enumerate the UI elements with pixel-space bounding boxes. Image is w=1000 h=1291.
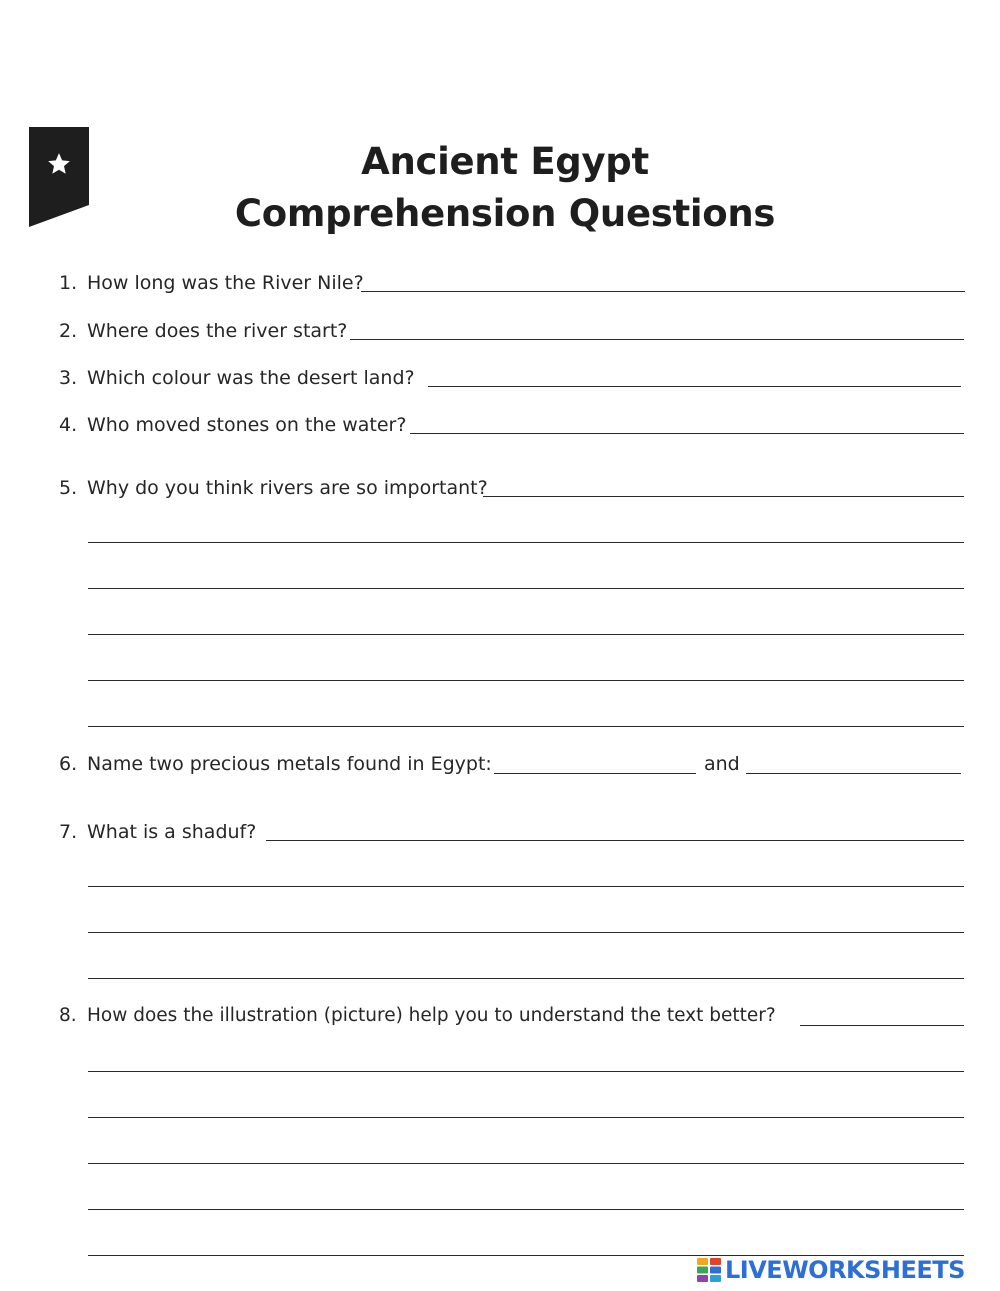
answer-line-8e[interactable]: [88, 1209, 964, 1210]
brand-name: LIVEWORKSHEETS: [725, 1256, 965, 1284]
question-number: 2.: [59, 320, 78, 342]
question-4: [59, 413, 406, 437]
question-text: Where does the river start?: [87, 320, 348, 342]
answer-line-8d[interactable]: [88, 1163, 964, 1164]
answer-line-7c[interactable]: [88, 932, 964, 933]
answer-line-8[interactable]: [800, 1025, 964, 1026]
question-text: Who moved stones on the water?: [87, 414, 407, 436]
answer-line-4[interactable]: [410, 433, 964, 434]
question-text: How does the illustration (picture) help you to understand the text better?: [87, 1005, 776, 1026]
connector-text: and: [704, 753, 740, 775]
question-text: Which colour was the desert land?: [87, 367, 415, 389]
question-number: 8.: [59, 1005, 77, 1026]
answer-line-3[interactable]: [428, 386, 961, 387]
liveworksheets-logo-icon: [697, 1258, 721, 1282]
answer-line-8b[interactable]: [88, 1071, 964, 1072]
answer-line-5f[interactable]: [88, 726, 964, 727]
question-6: [59, 752, 492, 776]
question-2: [59, 319, 347, 343]
question-3: [59, 366, 415, 390]
question-number: 7.: [59, 821, 78, 843]
page-title-line-2: Comprehension Questions: [234, 192, 776, 235]
question-text: What is a shaduf?: [87, 821, 257, 843]
page-title-line-1: Ancient Egypt: [361, 140, 649, 183]
answer-line-5b[interactable]: [88, 542, 964, 543]
answer-line-5d[interactable]: [88, 634, 964, 635]
answer-line-7b[interactable]: [88, 886, 964, 887]
answer-line-8c[interactable]: [88, 1117, 964, 1118]
answer-line-5[interactable]: [483, 496, 964, 497]
question-number: 1.: [59, 272, 78, 294]
answer-line-7d[interactable]: [88, 978, 964, 979]
question-number: 6.: [59, 753, 78, 775]
question-7: [59, 820, 256, 844]
question-5: [59, 476, 488, 500]
answer-line-5c[interactable]: [88, 588, 964, 589]
answer-line-6a[interactable]: [494, 773, 696, 774]
answer-line-1[interactable]: [361, 291, 965, 292]
question-text: Why do you think rivers are so important?: [87, 477, 488, 499]
answer-line-7[interactable]: [266, 840, 964, 841]
question-text: Name two precious metals found in Egypt:: [87, 753, 492, 775]
question-number: 4.: [59, 414, 78, 436]
answer-line-5e[interactable]: [88, 680, 964, 681]
question-number: 5.: [59, 477, 78, 499]
question-number: 3.: [59, 367, 78, 389]
liveworksheets-brand[interactable]: [697, 1256, 965, 1284]
answer-line-2[interactable]: [350, 339, 964, 340]
question-1: [59, 271, 364, 295]
question-8: [59, 1004, 776, 1028]
answer-line-6b[interactable]: [746, 773, 961, 774]
question-text: How long was the River Nile?: [87, 272, 364, 294]
